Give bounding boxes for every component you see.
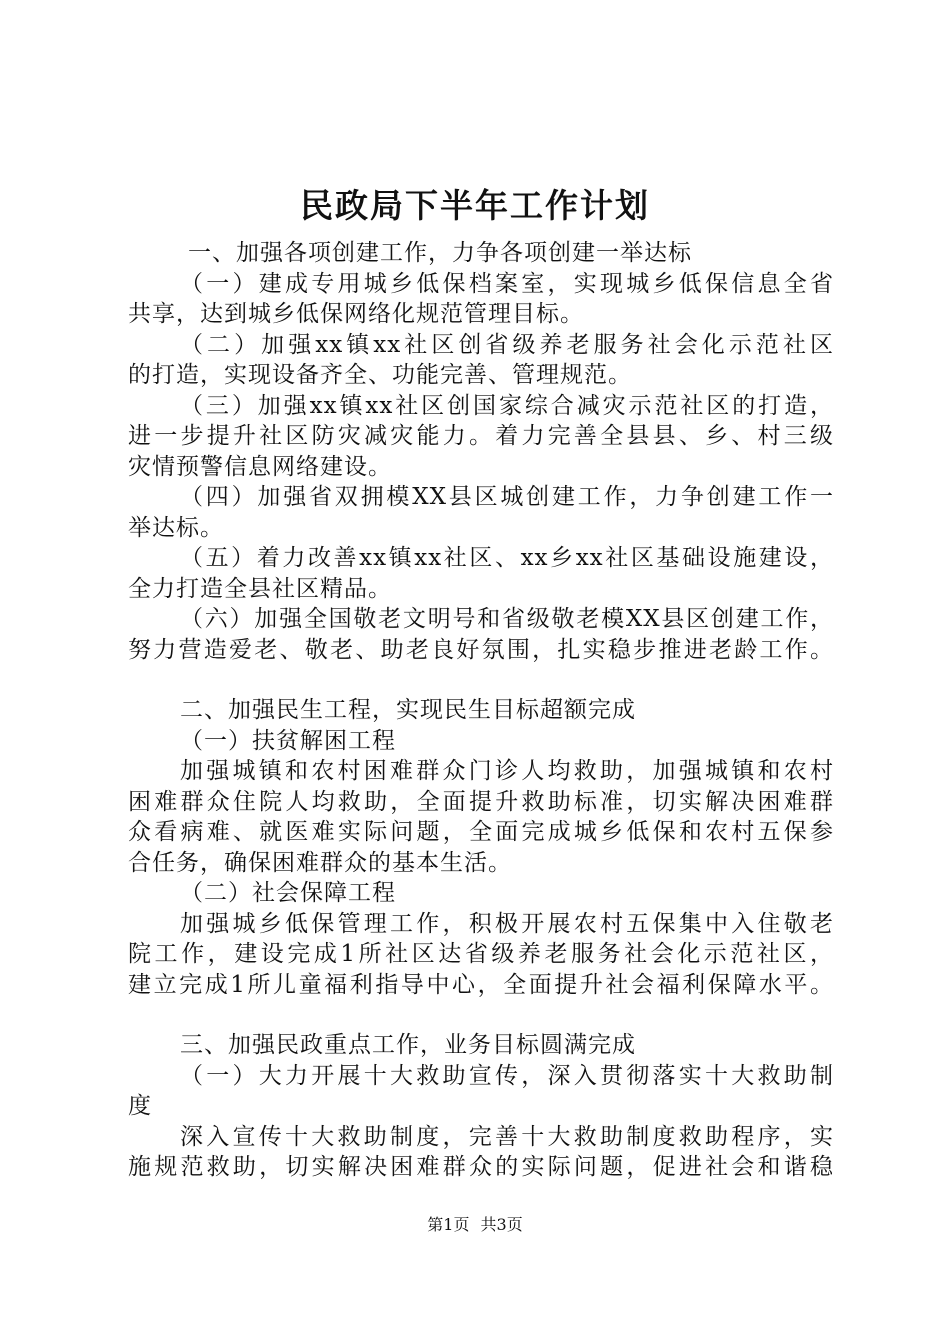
subsection-heading: 度 [128, 1093, 152, 1119]
paragraph-line: 努力营造爱老、敬老、助老良好氛围，扎实稳步推进老龄工作。 [128, 636, 834, 663]
paragraph-line: 加强城乡低保管理工作，积极开展农村五保集中入住敬老 [180, 910, 834, 937]
paragraph-line: 建立完成1所儿童福利指导中心，全面提升社会福利保障水平。 [128, 971, 834, 998]
paragraph-line: 加强城镇和农村困难群众门诊人均救助，加强城镇和农村 [180, 758, 834, 784]
paragraph-line: （六）加强全国敬老文明号和省级敬老模XX县区创建工作， [180, 606, 834, 632]
section-heading: 二、加强民生工程，实现民生目标超额完成 [180, 697, 636, 723]
subsection-heading: （一）大力开展十大救助宣传，深入贯彻落实十大救助制 [180, 1062, 834, 1089]
section-gap [128, 665, 834, 695]
paragraph-line: （四）加强省双拥模XX县区城创建工作，力争创建工作一 [180, 484, 834, 510]
document-body [128, 238, 834, 1183]
section-gap [128, 1000, 834, 1030]
page-total: 共3页 [480, 1215, 523, 1234]
paragraph-line: 施规范救助，切实解决困难群众的实际问题，促进社会和谐稳 [128, 1154, 834, 1180]
document-title: 民政局下半年工作计划 [300, 186, 650, 225]
page-footer [0, 1214, 950, 1236]
paragraph-line: 深入宣传十大救助制度，完善十大救助制度救助程序，实 [180, 1123, 834, 1150]
section-heading: 三、加强民政重点工作，业务目标圆满完成 [180, 1032, 636, 1058]
paragraph-line: 共享，达到城乡低保网络化规范管理目标。 [128, 301, 584, 327]
paragraph-line: 全力打造全县社区精品。 [128, 575, 392, 602]
paragraph-line: 举达标。 [128, 514, 224, 541]
paragraph-line: 灾情预警信息网络建设。 [128, 453, 392, 480]
paragraph-line: （五）着力改善xx镇xx社区、xx乡xx社区基础设施建设， [180, 545, 834, 571]
paragraph-line: （二）加强xx镇xx社区创省级养老服务社会化示范社区 [180, 331, 834, 358]
paragraph-line: 院工作，建设完成1所社区达省级养老服务社会化示范社区， [128, 941, 834, 967]
paragraph-line: 困难群众住院人均救助，全面提升救助标准，切实解决困难群 [128, 788, 834, 815]
paragraph-line: 众看病难、就医难实际问题，全面完成城乡低保和农村五保参 [128, 819, 834, 845]
paragraph-line: 进一步提升社区防灾减灾能力。着力完善全县县、乡、村三级 [128, 423, 834, 449]
paragraph-line: （一）建成专用城乡低保档案室，实现城乡低保信息全省 [180, 270, 834, 297]
paragraph-line: 合任务，确保困难群众的基本生活。 [128, 849, 512, 876]
paragraph-line: （三）加强xx镇xx社区创国家综合减灾示范社区的打造， [180, 392, 834, 419]
subsection-heading: （一）扶贫解困工程 [180, 727, 396, 754]
page-number: 第1页 [427, 1215, 470, 1234]
paragraph-line: 的打造，实现设备齐全、功能完善、管理规范。 [128, 362, 632, 388]
section-heading: 一、加强各项创建工作，力争各项创建一举达标 [188, 240, 692, 266]
subsection-heading: （二）社会保障工程 [180, 880, 396, 906]
